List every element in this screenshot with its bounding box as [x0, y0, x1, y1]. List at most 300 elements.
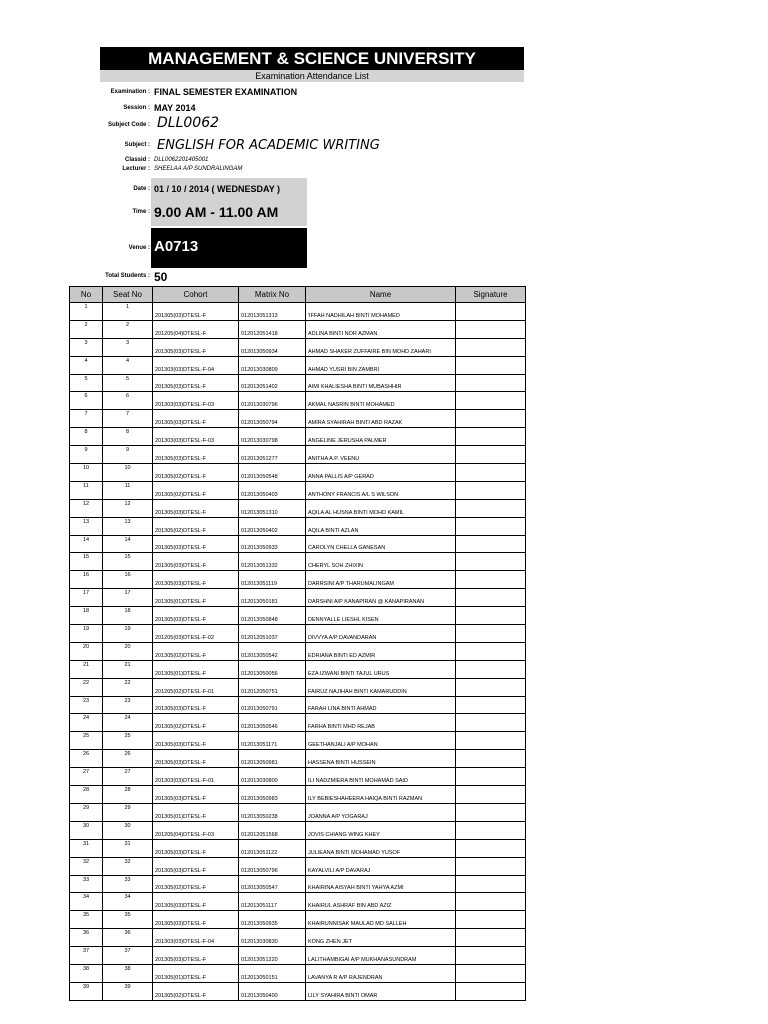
examination-label: Examination :: [110, 89, 150, 95]
row-no: 23: [70, 696, 103, 714]
student-name: ANGELINE JERUSHA PALMER: [306, 428, 456, 446]
student-name: AKMAL NASRIN BINTI MOHAMED: [306, 392, 456, 410]
signature-cell[interactable]: [456, 947, 526, 965]
signature-cell[interactable]: [456, 750, 526, 768]
row-no: 39: [70, 982, 103, 1000]
signature-cell[interactable]: [456, 839, 526, 857]
seat-no: 30: [103, 821, 153, 839]
seat-no: 32: [103, 857, 153, 875]
student-name: AQILA BINTI AZLAN: [306, 517, 456, 535]
student-name: ANITHA A.P. VEENU: [306, 446, 456, 464]
table-row: [70, 732, 526, 750]
student-name: ILY BEBIESHAHEERA HAIQA BINTI RAZMAN: [306, 786, 456, 804]
matrix-no: 012012051037: [239, 625, 306, 643]
table-body: [70, 303, 526, 1001]
table-header-row: [70, 287, 526, 303]
row-no: 26: [70, 750, 103, 768]
row-no: 28: [70, 786, 103, 804]
student-name: DARRSINI A/P THARUMALINGAM: [306, 571, 456, 589]
seat-no: 20: [103, 642, 153, 660]
seat-no: 13: [103, 517, 153, 535]
student-name: KONG ZHEN JET: [306, 929, 456, 947]
matrix-no: 012013050848: [239, 607, 306, 625]
cohort: 201305(03)DTESL-F: [153, 499, 239, 517]
cohort: 201305(03)DTESL-F: [153, 893, 239, 911]
seat-no: 34: [103, 893, 153, 911]
cohort: 201305(03)DTESL-F: [153, 732, 239, 750]
matrix-no: 012013050934: [239, 338, 306, 356]
table-row: [70, 571, 526, 589]
signature-cell[interactable]: [456, 374, 526, 392]
matrix-no: 012013050981: [239, 750, 306, 768]
examination-value: FINAL SEMESTER EXAMINATION: [154, 87, 298, 97]
student-name: ILI NADZMIERA BINTI MOHAMAD SAID: [306, 768, 456, 786]
seat-no: 4: [103, 356, 153, 374]
time-label: Time :: [132, 209, 150, 215]
row-no: 35: [70, 911, 103, 929]
matrix-no: 012013050056: [239, 660, 306, 678]
row-no: 31: [70, 839, 103, 857]
lecturer-value: SHEELAA A/P SUNDRALINGAM: [154, 166, 243, 172]
subject-label: Subject :: [124, 142, 150, 148]
signature-cell[interactable]: [456, 911, 526, 929]
table-row: [70, 464, 526, 482]
signature-cell[interactable]: [456, 338, 526, 356]
seat-no: 14: [103, 535, 153, 553]
cohort: 201205(03)DTESL-F-02: [153, 625, 239, 643]
student-name: EZA IZWANI BINTI TAJUL URUS: [306, 660, 456, 678]
table-row: [70, 410, 526, 428]
table-row: [70, 821, 526, 839]
signature-cell[interactable]: [456, 589, 526, 607]
table-row: [70, 750, 526, 768]
cohort: 201305(03)DTESL-F: [153, 374, 239, 392]
row-no: 4: [70, 356, 103, 374]
seat-no: 35: [103, 911, 153, 929]
subject-value: ENGLISH FOR ACADEMIC WRITING: [157, 138, 380, 153]
header-no: No: [70, 287, 103, 303]
seat-no: 8: [103, 428, 153, 446]
table-row: [70, 517, 526, 535]
matrix-no: 012013050400: [239, 982, 306, 1000]
matrix-no: 012013051119: [239, 571, 306, 589]
signature-cell[interactable]: [456, 875, 526, 893]
student-name: CAROLYN CHELLA GANESAN: [306, 535, 456, 553]
seat-no: 23: [103, 696, 153, 714]
cohort: 201303(03)DTESL-F-01: [153, 768, 239, 786]
seat-no: 28: [103, 786, 153, 804]
row-no: 7: [70, 410, 103, 428]
matrix-no: 012013051332: [239, 553, 306, 571]
table-row: [70, 875, 526, 893]
signature-cell[interactable]: [456, 982, 526, 1000]
cohort: 201305(01)DTESL-F: [153, 803, 239, 821]
cohort: 201305(01)DTESL-F: [153, 589, 239, 607]
student-name: HASSENA BINTI HUSSEIN: [306, 750, 456, 768]
row-no: 6: [70, 392, 103, 410]
cohort: 201305(03)DTESL-F: [153, 607, 239, 625]
seat-no: 31: [103, 839, 153, 857]
seat-no: 7: [103, 410, 153, 428]
signature-cell[interactable]: [456, 803, 526, 821]
student-name: DARSHNI A/P KANAPIRAN @ KANAPIRANAN: [306, 589, 456, 607]
student-name: KHAIRINA AISYAH BINTI YAHYA AZMI: [306, 875, 456, 893]
matrix-no: 012013050796: [239, 857, 306, 875]
matrix-no: 012013050181: [239, 589, 306, 607]
signature-cell[interactable]: [456, 446, 526, 464]
matrix-no: 012013050983: [239, 786, 306, 804]
student-name: CHERYL SOH ZHIXIN: [306, 553, 456, 571]
lecturer-label: Lecturer :: [122, 166, 150, 172]
signature-cell[interactable]: [456, 642, 526, 660]
cohort: 201305(02)DTESL-F: [153, 464, 239, 482]
student-name: AIMI KHALIESHA BINTI MUBASHHIR: [306, 374, 456, 392]
student-name: AHMAD YUSRI BIN ZAMBRI: [306, 356, 456, 374]
table-row: [70, 553, 526, 571]
signature-cell[interactable]: [456, 481, 526, 499]
seat-no: 1: [103, 303, 153, 321]
student-name: LILY SYAHIRA BINTI OMAR: [306, 982, 456, 1000]
table-row: [70, 535, 526, 553]
signature-cell[interactable]: [456, 517, 526, 535]
signature-cell[interactable]: [456, 696, 526, 714]
row-no: 27: [70, 768, 103, 786]
matrix-no: 012013051220: [239, 947, 306, 965]
student-name: AQILA AL HUSNA BINTI MOHD KAMIL: [306, 499, 456, 517]
attendance-table: [69, 286, 526, 1001]
venue-label: Venue :: [128, 245, 150, 251]
signature-cell[interactable]: [456, 499, 526, 517]
cohort: 201205(04)DTESL-F-03: [153, 821, 239, 839]
signature-cell[interactable]: [456, 571, 526, 589]
row-no: 19: [70, 625, 103, 643]
row-no: 13: [70, 517, 103, 535]
seat-no: 9: [103, 446, 153, 464]
seat-no: 21: [103, 660, 153, 678]
signature-cell[interactable]: [456, 553, 526, 571]
header-signature: Signature: [456, 287, 526, 303]
cohort: 201305(03)DTESL-F: [153, 839, 239, 857]
seat-no: 39: [103, 982, 153, 1000]
matrix-no: 012013050402: [239, 517, 306, 535]
table-row: [70, 839, 526, 857]
table-row: [70, 607, 526, 625]
seat-no: 18: [103, 607, 153, 625]
seat-no: 26: [103, 750, 153, 768]
student-name: KAYALVILI A/P DAVARAJ: [306, 857, 456, 875]
table-row: [70, 499, 526, 517]
header-cohort: Cohort: [153, 287, 239, 303]
student-name: LAVANYA R A/P RAJENDRAN: [306, 964, 456, 982]
cohort: 201305(03)DTESL-F: [153, 553, 239, 571]
table-row: [70, 356, 526, 374]
row-no: 24: [70, 714, 103, 732]
matrix-no: 012013050542: [239, 642, 306, 660]
cohort: 201305(03)DTESL-F: [153, 947, 239, 965]
table-row: [70, 589, 526, 607]
matrix-no: 012013051310: [239, 499, 306, 517]
seat-no: 6: [103, 392, 153, 410]
seat-no: 25: [103, 732, 153, 750]
row-no: 12: [70, 499, 103, 517]
table-row: [70, 964, 526, 982]
row-no: 16: [70, 571, 103, 589]
matrix-no: 012012051568: [239, 821, 306, 839]
row-no: 9: [70, 446, 103, 464]
seat-no: 5: [103, 374, 153, 392]
student-name: AHMAD SHAKER ZUFFAIRE BIN MOHD ZAHARI: [306, 338, 456, 356]
matrix-no: 012013050935: [239, 911, 306, 929]
row-no: 32: [70, 857, 103, 875]
seat-no: 17: [103, 589, 153, 607]
seat-no: 15: [103, 553, 153, 571]
signature-cell[interactable]: [456, 428, 526, 446]
signature-cell[interactable]: [456, 660, 526, 678]
matrix-no: 012013051313: [239, 303, 306, 321]
header-name: Name: [306, 287, 456, 303]
cohort: 201305(02)DTESL-F: [153, 517, 239, 535]
signature-cell[interactable]: [456, 893, 526, 911]
cohort: 201303(03)DTESL-F-04: [153, 356, 239, 374]
signature-cell[interactable]: [456, 714, 526, 732]
table-row: [70, 929, 526, 947]
cohort: 201305(03)DTESL-F: [153, 696, 239, 714]
attendance-list-title: Examination Attendance List: [100, 70, 524, 82]
header-matrix-no: Matrix No: [239, 287, 306, 303]
matrix-no: 012013050933: [239, 535, 306, 553]
seat-no: 24: [103, 714, 153, 732]
table-row: [70, 803, 526, 821]
seat-no: 2: [103, 320, 153, 338]
table-row: [70, 642, 526, 660]
seat-no: 12: [103, 499, 153, 517]
row-no: 8: [70, 428, 103, 446]
table-row: [70, 893, 526, 911]
row-no: 30: [70, 821, 103, 839]
cohort: 201305(03)DTESL-F: [153, 303, 239, 321]
venue-value: A0713: [154, 238, 199, 255]
matrix-no: 012013030796: [239, 392, 306, 410]
signature-cell[interactable]: [456, 535, 526, 553]
table-row: [70, 481, 526, 499]
cohort: 201305(03)DTESL-F: [153, 446, 239, 464]
total-students-value: 50: [154, 270, 168, 284]
table-row: [70, 768, 526, 786]
signature-cell[interactable]: [456, 392, 526, 410]
signature-cell[interactable]: [456, 786, 526, 804]
table-row: [70, 696, 526, 714]
matrix-no: 012013030798: [239, 428, 306, 446]
table-row: [70, 982, 526, 1000]
signature-cell[interactable]: [456, 678, 526, 696]
signature-cell[interactable]: [456, 410, 526, 428]
cohort: 201305(03)DTESL-F: [153, 857, 239, 875]
signature-cell[interactable]: [456, 768, 526, 786]
row-no: 14: [70, 535, 103, 553]
signature-cell[interactable]: [456, 857, 526, 875]
cohort: 201205(04)DTESL-F: [153, 320, 239, 338]
date-value: 01 / 10 / 2014 ( WEDNESDAY ): [154, 184, 281, 194]
seat-no: 37: [103, 947, 153, 965]
matrix-no: 012013030830: [239, 929, 306, 947]
classid-value: DLL0062201405001: [154, 157, 209, 163]
cohort: 201305(02)DTESL-F: [153, 642, 239, 660]
cohort: 201305(01)DTESL-F: [153, 964, 239, 982]
student-name: JOANNA A/P YOGARAJ: [306, 803, 456, 821]
table-row: [70, 303, 526, 321]
cohort: 201305(03)DTESL-F: [153, 786, 239, 804]
table-row: [70, 428, 526, 446]
seat-no: 16: [103, 571, 153, 589]
subject-code-label: Subject Code :: [107, 122, 150, 128]
matrix-no: 012013030800: [239, 768, 306, 786]
table-row: [70, 786, 526, 804]
cohort: 201305(02)DTESL-F: [153, 982, 239, 1000]
student-name: KHAIRUL ASHRAF BIN ABD AZIZ: [306, 893, 456, 911]
table-row: [70, 392, 526, 410]
row-no: 11: [70, 481, 103, 499]
date-label: Date :: [133, 186, 150, 192]
time-value: 9.00 AM - 11.00 AM: [154, 204, 279, 220]
matrix-no: 012013050151: [239, 964, 306, 982]
cohort: 201305(03)DTESL-F: [153, 750, 239, 768]
row-no: 29: [70, 803, 103, 821]
row-no: 38: [70, 964, 103, 982]
header-seat-no: Seat No: [103, 287, 153, 303]
matrix-no: 012013050238: [239, 803, 306, 821]
table-row: [70, 857, 526, 875]
student-name: ANNA PALLIS A/P GERAD: [306, 464, 456, 482]
cohort: 201305(03)DTESL-F: [153, 410, 239, 428]
matrix-no: 012013051117: [239, 893, 306, 911]
subject-code-value: DLL0062: [157, 115, 220, 131]
signature-cell[interactable]: [456, 732, 526, 750]
table-row: [70, 446, 526, 464]
table-row: [70, 374, 526, 392]
signature-cell[interactable]: [456, 303, 526, 321]
student-name: KHAIRUNNISAK MAULAD MD SALLEH: [306, 911, 456, 929]
row-no: 37: [70, 947, 103, 965]
cohort: 201305(02)DTESL-F: [153, 714, 239, 732]
student-name: FARHA BINTI MHD REJAB: [306, 714, 456, 732]
signature-cell[interactable]: [456, 320, 526, 338]
matrix-no: 012013030809: [239, 356, 306, 374]
signature-cell[interactable]: [456, 929, 526, 947]
table-row: [70, 320, 526, 338]
table-row: [70, 338, 526, 356]
student-name: 'IFFAH NADHILAH BINTI MOHAMED: [306, 303, 456, 321]
student-name: GEETHANJALI A/P MOHAN: [306, 732, 456, 750]
seat-no: 27: [103, 768, 153, 786]
cohort: 201305(03)DTESL-F: [153, 571, 239, 589]
seat-no: 19: [103, 625, 153, 643]
table-row: [70, 678, 526, 696]
matrix-no: 012013051171: [239, 732, 306, 750]
row-no: 21: [70, 660, 103, 678]
row-no: 33: [70, 875, 103, 893]
table-row: [70, 714, 526, 732]
university-title: MANAGEMENT & SCIENCE UNIVERSITY: [100, 47, 524, 70]
row-no: 36: [70, 929, 103, 947]
cohort: 201305(02)DTESL-F: [153, 481, 239, 499]
table-row: [70, 625, 526, 643]
row-no: 3: [70, 338, 103, 356]
classid-label: Classid :: [124, 157, 150, 163]
matrix-no: 012013050547: [239, 875, 306, 893]
matrix-no: 012013050403: [239, 481, 306, 499]
session-label: Session :: [123, 105, 150, 111]
cohort: 201305(01)DTESL-F: [153, 660, 239, 678]
row-no: 34: [70, 893, 103, 911]
student-name: DENNYALLE LIESHL KISEN: [306, 607, 456, 625]
row-no: 20: [70, 642, 103, 660]
student-name: DIVVYA A/P DAVANDARAN: [306, 625, 456, 643]
signature-cell[interactable]: [456, 964, 526, 982]
seat-no: 22: [103, 678, 153, 696]
student-name: EDRIANA BINTI ED AZMIR: [306, 642, 456, 660]
student-name: ADLINA BINTI NOR AZMAN: [306, 320, 456, 338]
row-no: 17: [70, 589, 103, 607]
cohort: 201305(03)DTESL-F: [153, 535, 239, 553]
table-row: [70, 911, 526, 929]
table-row: [70, 660, 526, 678]
cohort: 201303(03)DTESL-F-03: [153, 428, 239, 446]
matrix-no: 012013050791: [239, 696, 306, 714]
row-no: 1: [70, 303, 103, 321]
row-no: 25: [70, 732, 103, 750]
cohort: 201205(02)DTESL-F-01: [153, 678, 239, 696]
row-no: 18: [70, 607, 103, 625]
matrix-no: 012013051122: [239, 839, 306, 857]
total-students-label: Total Students :: [105, 273, 150, 279]
cohort: 201305(02)DTESL-F: [153, 875, 239, 893]
seat-no: 3: [103, 338, 153, 356]
matrix-no: 012012050751: [239, 678, 306, 696]
signature-cell[interactable]: [456, 821, 526, 839]
student-name: FARAH LINA BINTI AHMAD: [306, 696, 456, 714]
student-name: JOVIS CHIANG WING KHEY: [306, 821, 456, 839]
row-no: 22: [70, 678, 103, 696]
row-no: 5: [70, 374, 103, 392]
signature-cell[interactable]: [456, 625, 526, 643]
signature-cell[interactable]: [456, 607, 526, 625]
seat-no: 29: [103, 803, 153, 821]
row-no: 2: [70, 320, 103, 338]
seat-no: 38: [103, 964, 153, 982]
cohort: 201303(03)DTESL-F-04: [153, 929, 239, 947]
table-row: [70, 947, 526, 965]
session-value: MAY 2014: [154, 103, 196, 113]
matrix-no: 012013050794: [239, 410, 306, 428]
seat-no: 11: [103, 481, 153, 499]
signature-cell[interactable]: [456, 356, 526, 374]
matrix-no: 012013050548: [239, 464, 306, 482]
cohort: 201305(03)DTESL-F: [153, 338, 239, 356]
student-name: ANTHONY FRANCIS A/L S WILSON: [306, 481, 456, 499]
matrix-no: 012012051418: [239, 320, 306, 338]
matrix-no: 012013050546: [239, 714, 306, 732]
student-name: LALITHAMBIGAI A/P MUKHANASUNDRAM: [306, 947, 456, 965]
student-name: JULIEANA BINTI MOHAMAD YUSOF: [306, 839, 456, 857]
signature-cell[interactable]: [456, 464, 526, 482]
row-no: 10: [70, 464, 103, 482]
cohort: 201303(03)DTESL-F-03: [153, 392, 239, 410]
seat-no: 10: [103, 464, 153, 482]
student-name: FAIRUZ NAJIHAH BINTI KAMARUDDIN: [306, 678, 456, 696]
matrix-no: 012013051277: [239, 446, 306, 464]
cohort: 201305(03)DTESL-F: [153, 911, 239, 929]
seat-no: 33: [103, 875, 153, 893]
